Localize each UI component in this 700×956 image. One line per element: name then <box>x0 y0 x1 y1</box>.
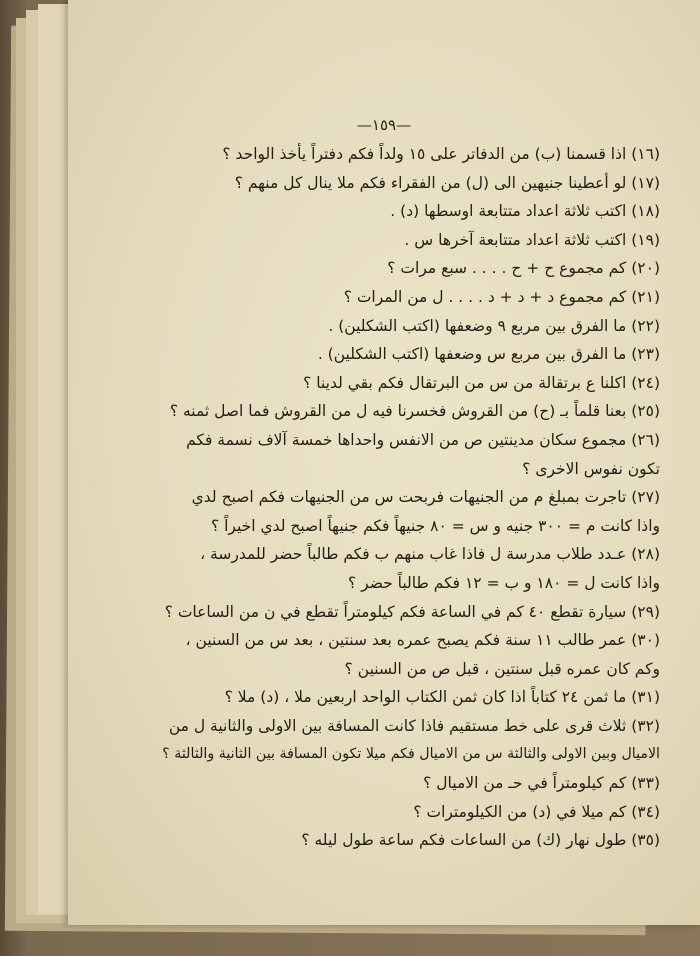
exercise-list <box>100 140 660 855</box>
exercise-25: (٢٥) بعنا قلماً بـ (ح) من القروش فخسرنا فيه ل من القروش فما اصل ثمنه ؟ <box>169 402 660 421</box>
exercise-26-continued: تكون نفوس الاخرى ؟ <box>522 459 660 478</box>
exercise-33: (٣٣) كم كيلومتراً في حـ من الاميال ؟ <box>423 774 660 793</box>
exercise-31: (٣١) ما ثمن ٢٤ كتاباً اذا كان ثمن الكتاب الواحد اربعين ملا ، (د) ملا ؟ <box>224 688 660 707</box>
exercise-30: (٣٠) عمر طالب ١١ سنة فكم يصبح عمره بعد سنتين ، بعد س من السنين ، <box>185 631 660 650</box>
exercise-19: (١٩) اكتب ثلاثة اعداد متتابعة آخرها س . <box>404 230 660 249</box>
exercise-22: (٢٢) ما الفرق بين مربع ٩ وضعفها (اكتب الشكلين) . <box>328 316 660 335</box>
exercise-35: (٣٥) طول نهار (ك) من الساعات فكم ساعة طول ليله ؟ <box>301 831 660 850</box>
exercise-32: (٣٢) ثلاث قرى على خط مستقيم فاذا كانت المسافة بين الاولى والثانية ل من <box>168 716 660 735</box>
exercise-27-continued: واذا كانت م = ٣٠٠ جنيه و س = ٨٠ جنيهاً فكم جنيهاً اصبح لدي اخيراً ؟ <box>210 516 660 535</box>
exercise-34: (٣٤) كم ميلا في (د) من الكيلومترات ؟ <box>413 802 660 821</box>
exercise-29: (٢٩) سيارة تقطع ٤٠ كم في الساعة فكم كيلومتراً تقطع في ن من الساعات ؟ <box>164 602 660 621</box>
exercise-23: (٢٣) ما الفرق بين مربع س وضعفها (اكتب الشكلين) . <box>317 345 660 364</box>
exercise-16: (١٦) اذا قسمنا (ب) من الدفاتر على ١٥ ولداً فكم دفتراً يأخذ الواحد ؟ <box>222 145 660 163</box>
exercise-26: (٢٦) مجموع سكان مدينتين ص من الانفس واحداها خمسة آلاف نسمة فكم <box>186 430 660 449</box>
exercise-20: (٢٠) كم مجموع ح + ح . . . . سبع مرات ؟ <box>387 259 660 278</box>
exercise-24: (٢٤) اكلنا ع برتقالة من س من البرتقال فكم بقي لدينا ؟ <box>303 373 660 392</box>
page-number: —١٥٩— <box>356 116 412 134</box>
exercise-17: (١٧) لو أعطينا جنيهين الى (ل) من الفقراء فكم ملا ينال كل منهم ؟ <box>234 173 660 192</box>
exercise-18: (١٨) اكتب ثلاثة اعداد متتابعة اوسطها (د) . <box>390 202 660 221</box>
exercise-28: (٢٨) عـدد طلاب مدرسة ل فاذا غاب منهم ب فكم طالباً حضر للمدرسة ، <box>200 545 660 564</box>
exercise-21: (٢١) كم مجموع د + د + د . . . . ل من المرات ؟ <box>343 287 660 306</box>
book-page <box>68 0 700 925</box>
exercise-27: (٢٧) تاجرت بمبلغ م من الجنيهات فربحت س من الجنيهات فكم اصبح لدي <box>191 488 660 507</box>
exercise-30-continued: وكم كان عمره قبل سنتين ، قبل ص من السنين ؟ <box>344 659 660 678</box>
exercise-28-continued: واذا كانت ل = ١٨٠ و ب = ١٢ فكم طالباً حضر ؟ <box>348 573 660 592</box>
exercise-32-continued: الاميال وبين الاولى والثالثة س من الاميال فكم ميلا تكون المسافة بين الثانية والثالثة ؟ <box>162 746 660 763</box>
